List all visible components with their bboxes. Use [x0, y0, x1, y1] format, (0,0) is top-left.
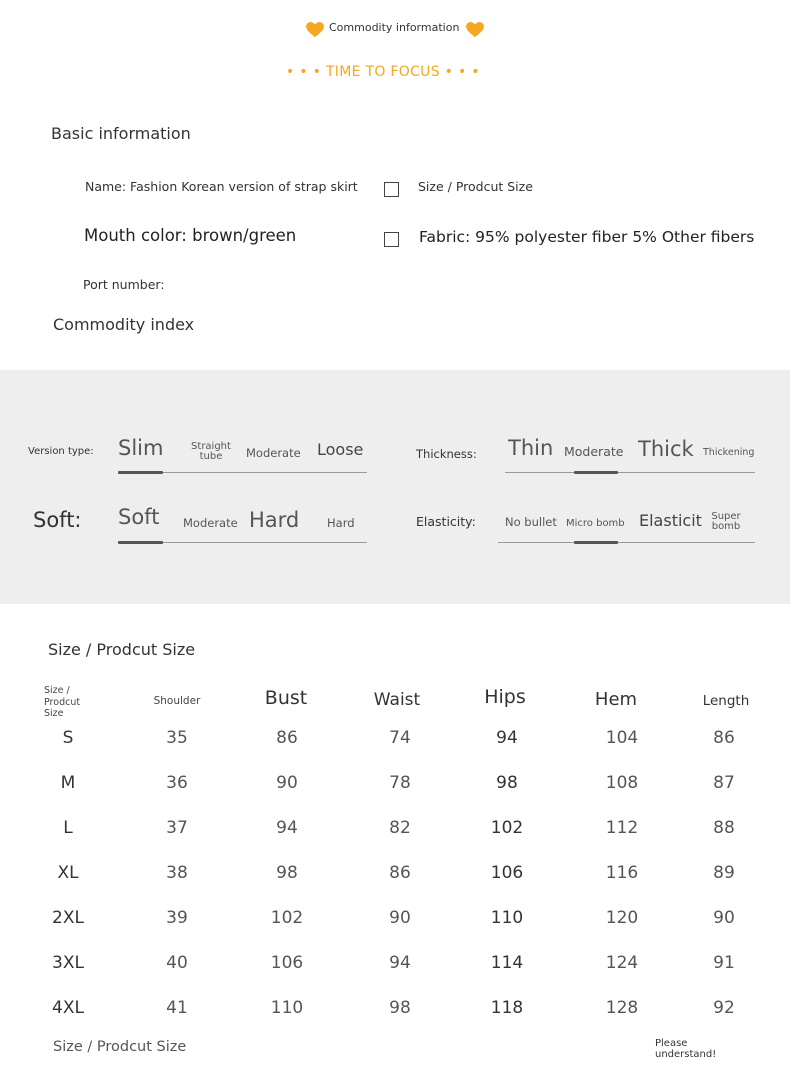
heart-icon: [306, 22, 324, 38]
table-cell-hem: 112: [605, 818, 639, 838]
table-cell-length: 89: [713, 863, 735, 883]
soft-scale-marker: [118, 541, 163, 544]
thickness-scale-marker: [574, 471, 618, 474]
name-field: Name: Fashion Korean version of strap skirt: [85, 179, 358, 194]
table-cell-waist: 86: [389, 863, 411, 883]
elasticity-option-micro-bomb: Micro bomb: [566, 518, 625, 529]
table-cell-size: S: [62, 728, 74, 748]
table-cell-length: 86: [713, 728, 735, 748]
table-cell-hem: 116: [605, 863, 639, 883]
thickness-option-thin: Thin: [508, 436, 554, 460]
port-number-field: Port number:: [83, 277, 165, 292]
table-cell-shoulder: 36: [166, 773, 188, 793]
thickness-option-thickening: Thickening: [703, 447, 755, 458]
table-cell-hem: 120: [605, 908, 639, 928]
length-header: Length: [702, 693, 750, 709]
checkbox-icon[interactable]: [384, 232, 399, 247]
elasticity-option-super-bomb: Super bomb: [711, 511, 741, 532]
table-cell-bust: 110: [270, 998, 304, 1018]
table-cell-waist: 74: [389, 728, 411, 748]
table-cell-length: 91: [713, 953, 735, 973]
soft-option-soft: Soft: [118, 505, 160, 529]
table-cell-size: L: [63, 818, 73, 838]
soft-option-hard: Hard: [249, 508, 300, 532]
thickness-scale-track: [505, 472, 755, 473]
basic-info-title: Basic information: [51, 124, 191, 143]
size-column-header: Size / Prodcut Size: [44, 685, 81, 719]
table-cell-shoulder: 41: [166, 998, 188, 1018]
table-cell-hips: 94: [496, 728, 518, 748]
elasticity-scale-track: [498, 542, 755, 543]
thickness-label: Thickness:: [416, 447, 477, 461]
table-cell-shoulder: 39: [166, 908, 188, 928]
table-cell-shoulder: 38: [166, 863, 188, 883]
table-cell-shoulder: 40: [166, 953, 188, 973]
table-cell-size: 4XL: [52, 998, 84, 1018]
please-understand-note: Please understand!: [655, 1038, 717, 1060]
table-cell-bust: 98: [276, 863, 298, 883]
header-title: Commodity information: [329, 21, 460, 34]
table-cell-size: 3XL: [52, 953, 84, 973]
hem-header: Hem: [594, 689, 638, 710]
size-table-footer: Size / Prodcut Size: [53, 1039, 187, 1055]
table-cell-shoulder: 35: [166, 728, 188, 748]
table-cell-length: 88: [713, 818, 735, 838]
checkbox-icon[interactable]: [384, 182, 399, 197]
version-option-slim: Slim: [118, 436, 164, 460]
soft-label: Soft:: [33, 508, 82, 532]
table-cell-waist: 98: [389, 998, 411, 1018]
fabric-field: Fabric: 95% polyester fiber 5% Other fibers: [419, 228, 755, 246]
version-option-loose: Loose: [317, 440, 364, 459]
index-panel: [0, 370, 790, 604]
heart-icon: [466, 22, 484, 38]
elasticity-option-elasticit: Elasticit: [639, 511, 702, 530]
thickness-option-thick: Thick: [638, 437, 694, 461]
table-cell-length: 92: [713, 998, 735, 1018]
table-cell-hem: 108: [605, 773, 639, 793]
version-option-straight: Straight tube: [191, 441, 231, 462]
waist-header: Waist: [373, 690, 421, 710]
table-cell-size: M: [60, 773, 76, 793]
table-cell-hips: 110: [490, 908, 524, 928]
table-cell-size: XL: [57, 863, 79, 883]
table-cell-hem: 104: [605, 728, 639, 748]
table-cell-hem: 124: [605, 953, 639, 973]
table-cell-hips: 98: [496, 773, 518, 793]
table-cell-size: 2XL: [52, 908, 84, 928]
soft-option-moderate: Moderate: [183, 516, 238, 530]
version-type-label: Version type:: [28, 446, 94, 457]
elasticity-scale-marker: [574, 541, 618, 544]
size-table-title: Size / Prodcut Size: [48, 640, 196, 659]
version-option-moderate: Moderate: [246, 446, 301, 460]
table-cell-waist: 82: [389, 818, 411, 838]
table-cell-hips: 118: [490, 998, 524, 1018]
table-cell-bust: 102: [270, 908, 304, 928]
table-cell-waist: 90: [389, 908, 411, 928]
table-cell-hips: 102: [490, 818, 524, 838]
table-cell-waist: 94: [389, 953, 411, 973]
table-cell-bust: 86: [276, 728, 298, 748]
table-cell-hips: 114: [490, 953, 524, 973]
shoulder-header: Shoulder: [153, 695, 201, 707]
table-cell-bust: 94: [276, 818, 298, 838]
table-cell-hips: 106: [490, 863, 524, 883]
version-scale-marker: [118, 471, 163, 474]
table-cell-bust: 106: [270, 953, 304, 973]
bust-header: Bust: [264, 687, 308, 709]
thickness-option-moderate: Moderate: [564, 444, 624, 459]
table-cell-hem: 128: [605, 998, 639, 1018]
table-cell-length: 90: [713, 908, 735, 928]
table-cell-length: 87: [713, 773, 735, 793]
commodity-index-title: Commodity index: [53, 315, 195, 334]
soft-option-hard-2: Hard: [327, 516, 355, 530]
mouth-color-field: Mouth color: brown/green: [84, 226, 297, 245]
elasticity-option-no-bullet: No bullet: [505, 515, 557, 529]
table-cell-bust: 90: [276, 773, 298, 793]
table-cell-waist: 78: [389, 773, 411, 793]
size-field: Size / Prodcut Size: [418, 179, 533, 194]
elasticity-label: Elasticity:: [416, 514, 476, 529]
hips-header: Hips: [484, 686, 526, 708]
table-cell-shoulder: 37: [166, 818, 188, 838]
tagline: • • • TIME TO FOCUS • • •: [286, 64, 480, 80]
